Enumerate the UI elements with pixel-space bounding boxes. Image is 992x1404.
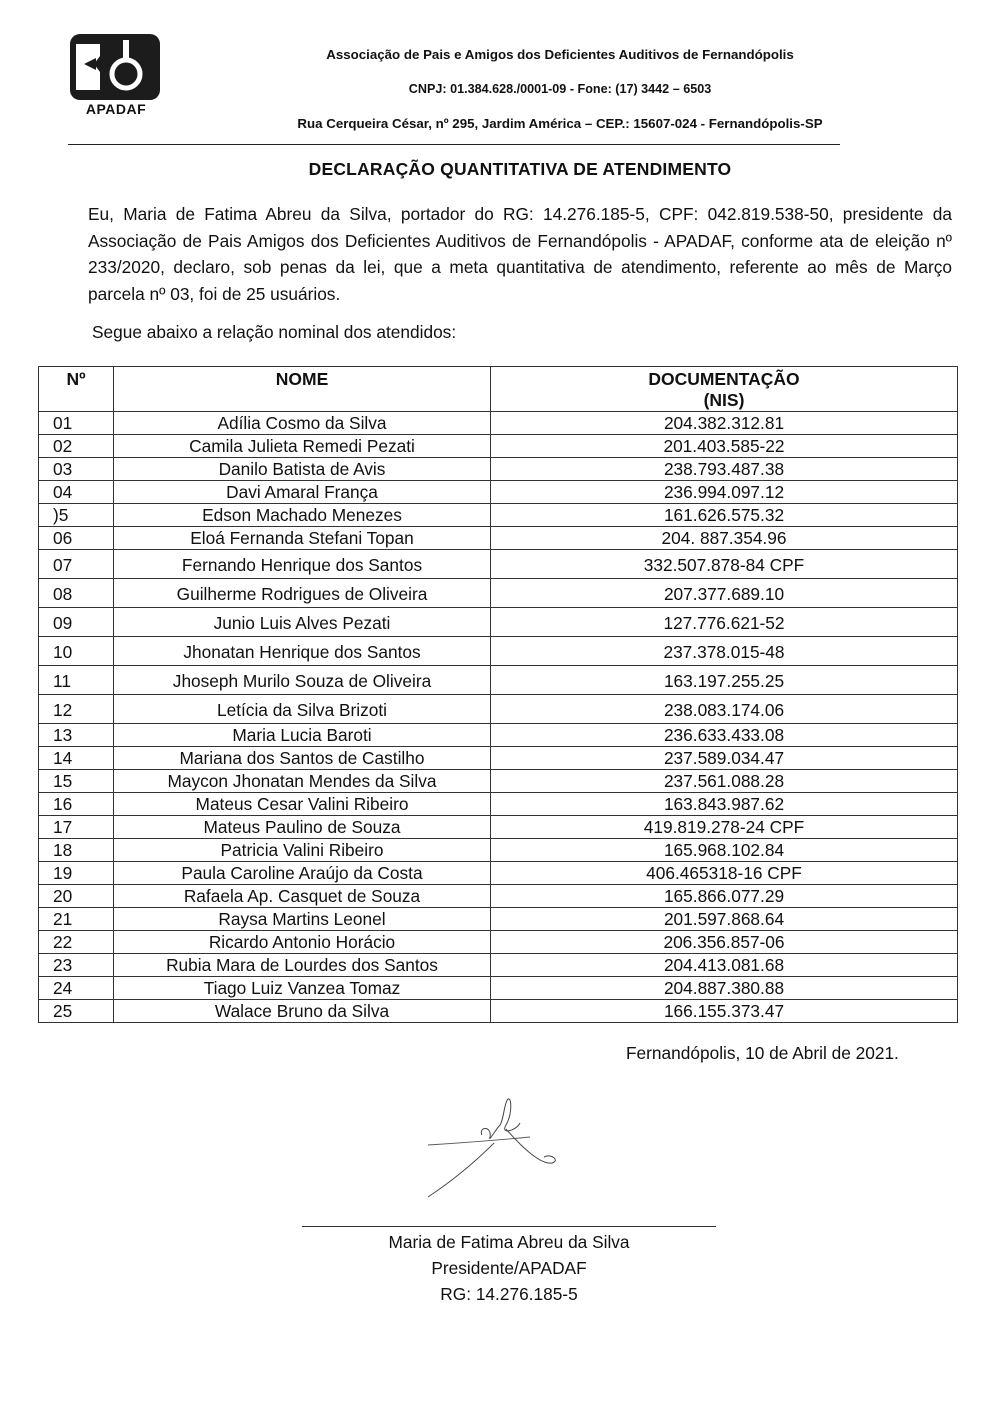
logo-emblem	[70, 34, 160, 100]
attendees-table	[38, 366, 958, 1023]
row-documentation: 332.507.878-84 CPF	[491, 550, 958, 579]
row-documentation: 127.776.621-52	[491, 608, 958, 637]
row-documentation: 166.155.373.47	[491, 1000, 958, 1023]
row-number: 16	[39, 793, 114, 816]
row-name: Jhoseph Murilo Souza de Oliveira	[114, 666, 491, 695]
table-row	[39, 954, 958, 977]
table-row	[39, 770, 958, 793]
row-name: Mateus Cesar Valini Ribeiro	[114, 793, 491, 816]
row-name: Paula Caroline Araújo da Costa	[114, 862, 491, 885]
table-row	[39, 637, 958, 666]
row-name: Junio Luis Alves Pezati	[114, 608, 491, 637]
place-date: Fernandópolis, 10 de Abril de 2021.	[626, 1043, 899, 1063]
table-row	[39, 931, 958, 954]
signer-name: Maria de Fatima Abreu da Silva	[388, 1232, 630, 1252]
row-documentation: 236.994.097.12	[491, 481, 958, 504]
row-documentation: 237.561.088.28	[491, 770, 958, 793]
row-name: Danilo Batista de Avis	[114, 458, 491, 481]
row-name: Ricardo Antonio Horácio	[114, 931, 491, 954]
row-name: Eloá Fernanda Stefani Topan	[114, 527, 491, 550]
row-number: 18	[39, 839, 114, 862]
row-documentation: 419.819.278-24 CPF	[491, 816, 958, 839]
row-name: Davi Amaral França	[114, 481, 491, 504]
org-cnpj-phone: CNPJ: 01.384.628./0001-09 - Fone: (17) 3442 – 6503	[408, 82, 712, 96]
table-row	[39, 695, 958, 724]
row-number: 12	[39, 695, 114, 724]
table-body	[39, 412, 958, 1023]
row-number: 11	[39, 666, 114, 695]
col-name-header: NOME	[114, 367, 491, 412]
row-number: 23	[39, 954, 114, 977]
table-row	[39, 608, 958, 637]
row-name: Maycon Jhonatan Mendes da Silva	[114, 770, 491, 793]
row-documentation: 163.843.987.62	[491, 793, 958, 816]
row-number: 25	[39, 1000, 114, 1023]
signer-role: Presidente/APADAF	[431, 1258, 587, 1278]
row-number: 19	[39, 862, 114, 885]
signer-rg: RG: 14.276.185-5	[440, 1284, 578, 1304]
col-doc-header	[491, 367, 958, 412]
row-number: 10	[39, 637, 114, 666]
row-name: Edson Machado Menezes	[114, 504, 491, 527]
table-row	[39, 977, 958, 1000]
table-row	[39, 458, 958, 481]
logo-text: APADAF	[85, 101, 147, 117]
declaration-text: Eu, Maria de Fatima Abreu da Silva, portador do RG: 14.276.185-5, CPF: 042.819.538-50, presidente da Associação de Pais Amigos dos Deficientes Auditivos de Fernandópolis - APADAF, conforme ata de eleição nº 233/2020, declaro, sob penas da lei, que a meta quantitativa de atendimento, referente ao mês de Março parcela nº 03, foi de 25 usuários.	[88, 204, 952, 304]
table-header-row	[39, 367, 958, 412]
row-documentation: 201.597.868.64	[491, 908, 958, 931]
row-documentation: 201.403.585-22	[491, 435, 958, 458]
row-name: Jhonatan Henrique dos Santos	[114, 637, 491, 666]
row-documentation: 204.887.380.88	[491, 977, 958, 1000]
apadaf-logo	[70, 34, 162, 116]
document-title: DECLARAÇÃO QUANTITATIVA DE ATENDIMENTO	[308, 159, 732, 179]
row-name: Adília Cosmo da Silva	[114, 412, 491, 435]
table-row	[39, 666, 958, 695]
row-name: Rafaela Ap. Casquet de Souza	[114, 885, 491, 908]
signature-line	[302, 1226, 716, 1227]
row-documentation: 238.083.174.06	[491, 695, 958, 724]
row-documentation: 163.197.255.25	[491, 666, 958, 695]
row-name: Guilherme Rodrigues de Oliveira	[114, 579, 491, 608]
table-row	[39, 908, 958, 931]
row-name: Patricia Valini Ribeiro	[114, 839, 491, 862]
row-name: Letícia da Silva Brizoti	[114, 695, 491, 724]
row-documentation: 238.793.487.38	[491, 458, 958, 481]
table-row	[39, 885, 958, 908]
table-row	[39, 481, 958, 504]
table-row	[39, 747, 958, 770]
org-address: Rua Cerqueira César, nº 295, Jardim América – CEP.: 15607-024 - Fernandópolis-SP	[297, 116, 823, 131]
declaration-paragraph	[88, 201, 952, 307]
ear-symbol-icon	[70, 34, 160, 100]
row-documentation: 161.626.575.32	[491, 504, 958, 527]
row-name: Tiago Luiz Vanzea Tomaz	[114, 977, 491, 1000]
row-name: Rubia Mara de Lourdes dos Santos	[114, 954, 491, 977]
table-row	[39, 793, 958, 816]
row-name: Mariana dos Santos de Castilho	[114, 747, 491, 770]
row-number: 21	[39, 908, 114, 931]
row-number: 22	[39, 931, 114, 954]
header-divider	[68, 144, 840, 145]
row-documentation: 237.378.015-48	[491, 637, 958, 666]
row-number: 14	[39, 747, 114, 770]
row-number: 04	[39, 481, 114, 504]
row-name: Raysa Martins Leonel	[114, 908, 491, 931]
row-number: 13	[39, 724, 114, 747]
row-number: )5	[39, 504, 114, 527]
row-documentation: 207.377.689.10	[491, 579, 958, 608]
row-name: Camila Julieta Remedi Pezati	[114, 435, 491, 458]
table-row	[39, 412, 958, 435]
table-row	[39, 724, 958, 747]
row-number: 17	[39, 816, 114, 839]
row-number: 03	[39, 458, 114, 481]
row-number: 15	[39, 770, 114, 793]
row-number: 06	[39, 527, 114, 550]
row-name: Mateus Paulino de Souza	[114, 816, 491, 839]
row-documentation: 204.413.081.68	[491, 954, 958, 977]
col-doc-header-line1: DOCUMENTAÇÃO	[648, 369, 800, 389]
row-documentation: 237.589.034.47	[491, 747, 958, 770]
row-number: 24	[39, 977, 114, 1000]
row-documentation: 206.356.857-06	[491, 931, 958, 954]
row-number: 07	[39, 550, 114, 579]
row-number: 20	[39, 885, 114, 908]
org-name: Associação de Pais e Amigos dos Deficientes Auditivos de Fernandópolis	[326, 47, 794, 62]
table-row	[39, 1000, 958, 1023]
table-row	[39, 579, 958, 608]
row-documentation: 236.633.433.08	[491, 724, 958, 747]
col-doc-header-line2: (NIS)	[703, 390, 745, 410]
row-number: 09	[39, 608, 114, 637]
row-number: 02	[39, 435, 114, 458]
table-row	[39, 504, 958, 527]
row-documentation: 204. 887.354.96	[491, 527, 958, 550]
row-number: 08	[39, 579, 114, 608]
table-row	[39, 527, 958, 550]
row-name: Maria Lucia Baroti	[114, 724, 491, 747]
row-documentation: 204.382.312.81	[491, 412, 958, 435]
row-documentation: 165.866.077.29	[491, 885, 958, 908]
row-documentation: 165.968.102.84	[491, 839, 958, 862]
row-name: Walace Bruno da Silva	[114, 1000, 491, 1023]
table-row	[39, 816, 958, 839]
table-row	[39, 435, 958, 458]
handwritten-signature	[420, 1085, 600, 1205]
row-documentation: 406.465318-16 CPF	[491, 862, 958, 885]
list-intro: Segue abaixo a relação nominal dos atendidos:	[92, 322, 457, 342]
table-row	[39, 862, 958, 885]
table-row	[39, 839, 958, 862]
col-number-header: Nº	[39, 367, 114, 412]
row-number: 01	[39, 412, 114, 435]
row-name: Fernando Henrique dos Santos	[114, 550, 491, 579]
table-row	[39, 550, 958, 579]
